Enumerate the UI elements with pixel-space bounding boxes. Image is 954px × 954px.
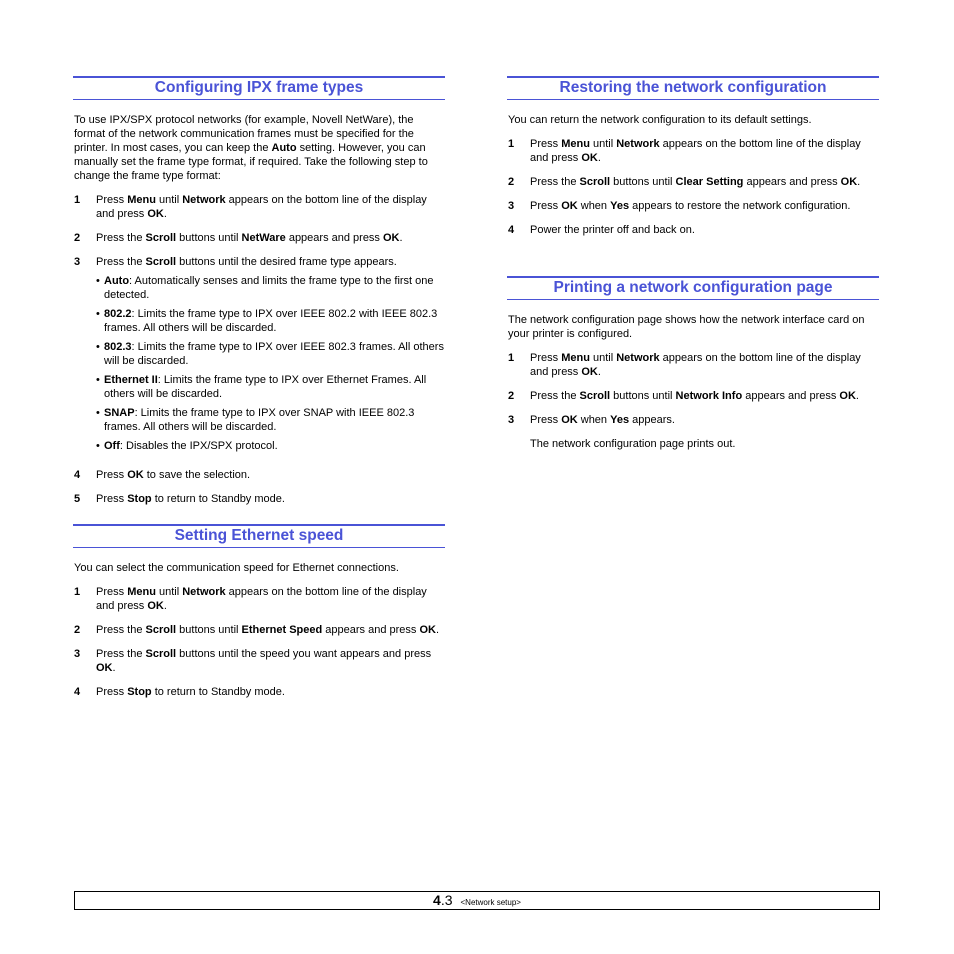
text-run: . xyxy=(857,176,861,188)
step-number: 4 xyxy=(74,469,81,481)
text-run: : Limits the frame type to IPX over Ethernet Frames. All others will be discarded. xyxy=(104,374,427,400)
step-list xyxy=(73,585,445,699)
text-run: Press xyxy=(96,493,128,505)
bold-term: Auto xyxy=(271,142,297,154)
text-run: You can return the network configuration to its default settings. xyxy=(508,114,812,126)
text-run: appears to restore the network configuration. xyxy=(629,200,851,212)
step-number: 4 xyxy=(74,686,81,698)
option-item xyxy=(96,274,445,302)
step-item xyxy=(507,137,879,165)
step-number: 1 xyxy=(74,586,81,598)
text-run: appears and press xyxy=(285,232,383,244)
bold-term: Yes xyxy=(610,200,630,212)
bold-term: Clear Setting xyxy=(675,176,744,188)
text-run: . xyxy=(597,366,601,378)
option-item xyxy=(96,340,445,368)
step-item xyxy=(507,351,879,379)
bullet-icon: • xyxy=(96,341,100,353)
text-run: Press xyxy=(96,686,128,698)
step-item xyxy=(73,468,445,482)
step-item xyxy=(73,492,445,506)
bullet-icon: • xyxy=(96,440,100,452)
text-run: Press xyxy=(530,414,562,426)
bold-term: Scroll xyxy=(145,648,177,660)
step-item xyxy=(73,231,445,245)
step-item xyxy=(73,647,445,675)
text-run: Press the xyxy=(96,648,146,660)
step-number: 2 xyxy=(508,176,515,188)
bold-term: OK xyxy=(839,390,856,402)
option-item xyxy=(96,373,445,401)
option-item xyxy=(96,439,445,453)
text-run: appears on the bottom line of the display and press xyxy=(530,138,861,164)
text-run: Press the xyxy=(96,232,146,244)
step-number: 1 xyxy=(508,138,515,150)
bold-term: OK xyxy=(96,662,113,674)
text-run: appears on the bottom line of the display and press xyxy=(96,194,427,220)
section-title: Configuring IPX frame types xyxy=(73,76,445,100)
bullet-icon: • xyxy=(96,407,100,419)
bold-term: Yes xyxy=(610,414,630,426)
step-text xyxy=(530,389,879,403)
text-run: buttons until xyxy=(176,624,242,636)
text-run: . xyxy=(597,152,601,164)
text-run: buttons until xyxy=(610,176,676,188)
bold-term: OK xyxy=(147,208,164,220)
step-text xyxy=(96,492,445,506)
step-number: 1 xyxy=(508,352,515,364)
step-item xyxy=(507,175,879,189)
bold-term: OK xyxy=(581,152,598,164)
text-run: when xyxy=(577,414,611,426)
bold-term: Off xyxy=(104,440,120,452)
text-run: Press xyxy=(96,194,128,206)
text-run: : Automatically senses and limits the frame type to the first one detected. xyxy=(104,275,434,301)
bullet-icon: • xyxy=(96,275,100,287)
text-run: Press the xyxy=(96,624,146,636)
text-run: : Limits the frame type to IPX over IEEE 802.3 frames. All others will be discarded. xyxy=(104,341,444,367)
text-run: . xyxy=(112,662,116,674)
bold-term: OK xyxy=(561,414,578,426)
step-number: 3 xyxy=(508,414,515,426)
step-text xyxy=(96,255,445,458)
text-run: appears. xyxy=(629,414,675,426)
section-ethernet-speed xyxy=(73,524,445,699)
step-list xyxy=(507,351,879,427)
bold-term: Network xyxy=(182,586,226,598)
step-number: 5 xyxy=(74,493,81,505)
bold-term: OK xyxy=(383,232,400,244)
right-column xyxy=(507,76,879,451)
text-run: . xyxy=(163,600,167,612)
text-run: until xyxy=(589,352,617,364)
step-number: 2 xyxy=(74,624,81,636)
step-number: 4 xyxy=(508,224,515,236)
step-number: 3 xyxy=(74,648,81,660)
left-column xyxy=(73,76,445,709)
option-text xyxy=(104,307,445,335)
text-run: Press xyxy=(96,586,128,598)
text-run: : Limits the frame type to IPX over IEEE 802.2 with IEEE 802.3 frames. All others will be discarded. xyxy=(104,308,438,334)
text-run: buttons until the speed you want appears and press xyxy=(176,648,432,660)
bold-term: SNAP xyxy=(104,407,135,419)
text-run: You can select the communication speed for Ethernet connections. xyxy=(74,562,399,574)
bold-term: Menu xyxy=(127,586,156,598)
text-run: setting. However, you can manually set the frame type format, if required. Take the following step to change the frame type format: xyxy=(74,142,428,182)
bold-term: Ethernet II xyxy=(104,374,158,386)
text-run: . xyxy=(399,232,403,244)
step-text xyxy=(96,231,445,245)
option-list xyxy=(96,274,445,453)
bold-term: Menu xyxy=(127,194,156,206)
text-run: . xyxy=(163,208,167,220)
bold-term: NetWare xyxy=(241,232,286,244)
section-intro xyxy=(508,313,879,341)
step-number: 2 xyxy=(508,390,515,402)
step-text xyxy=(96,585,445,613)
step-item xyxy=(73,585,445,613)
chapter-number: 4 xyxy=(433,892,441,908)
step-item xyxy=(73,193,445,221)
step-list xyxy=(73,193,445,506)
text-run: Press xyxy=(530,352,562,364)
option-text xyxy=(104,373,445,401)
text-run: buttons until the desired frame type appears. xyxy=(176,256,397,268)
bold-term: Auto xyxy=(104,275,130,287)
bold-term: Menu xyxy=(561,138,590,150)
bold-term: Network Info xyxy=(675,390,743,402)
bold-term: Network xyxy=(616,138,660,150)
text-run: appears on the bottom line of the display and press xyxy=(96,586,427,612)
text-run: Press the xyxy=(96,256,146,268)
text-run: until xyxy=(155,586,183,598)
text-run: Press xyxy=(96,469,128,481)
bold-term: Scroll xyxy=(145,232,177,244)
text-run: The network configuration page shows how the network interface card on your printer is configured. xyxy=(508,314,865,340)
result-note: The network configuration page prints out. xyxy=(530,438,736,450)
step-text xyxy=(530,137,879,165)
text-run: Press the xyxy=(530,390,580,402)
bold-term: Scroll xyxy=(579,176,611,188)
step-text xyxy=(96,468,445,482)
step-text xyxy=(530,351,879,379)
text-run: To use IPX/SPX protocol networks (for example, Novell NetWare), the format of the network communication frames must be specified for the printer. In most cases, you can keep the xyxy=(74,114,414,154)
step-text xyxy=(96,647,445,675)
option-item xyxy=(96,307,445,335)
option-text xyxy=(104,274,445,302)
bold-term: OK xyxy=(147,600,164,612)
text-run: : Limits the frame type to IPX over SNAP with IEEE 802.3 frames. All others will be discarded. xyxy=(104,407,415,433)
text-run: . xyxy=(855,390,859,402)
text-run: Power the printer off and back on. xyxy=(530,224,695,236)
bold-term: Network xyxy=(616,352,660,364)
step-text xyxy=(530,175,879,189)
step-text xyxy=(96,193,445,221)
text-run: to return to Standby mode. xyxy=(151,493,285,505)
bullet-icon: • xyxy=(96,308,100,320)
bold-term: Scroll xyxy=(145,256,177,268)
text-run: appears and press xyxy=(742,390,840,402)
text-run: when xyxy=(577,200,611,212)
bold-term: OK xyxy=(419,624,436,636)
bold-term: Stop xyxy=(127,493,152,505)
text-run: Press xyxy=(530,200,562,212)
bold-term: OK xyxy=(581,366,598,378)
section-intro xyxy=(508,113,879,127)
step-text xyxy=(530,223,879,237)
step-list xyxy=(507,137,879,237)
step-text xyxy=(96,623,445,637)
text-run: . xyxy=(435,624,440,636)
bold-term: OK xyxy=(561,200,578,212)
step-item xyxy=(507,413,879,427)
step-item xyxy=(507,223,879,237)
option-text xyxy=(104,340,445,368)
step-number: 2 xyxy=(74,232,81,244)
bold-term: OK xyxy=(127,469,144,481)
bold-term: Menu xyxy=(561,352,590,364)
text-run: Press xyxy=(530,138,562,150)
section-print-config-page xyxy=(507,276,879,451)
bold-term: 802.3 xyxy=(104,341,132,353)
option-text xyxy=(104,439,445,453)
step-item xyxy=(507,389,879,403)
bold-term: 802.2 xyxy=(104,308,132,320)
text-run: appears and press xyxy=(743,176,841,188)
bold-term: Ethernet Speed xyxy=(241,624,323,636)
footer-section-label: <Network setup> xyxy=(460,898,521,907)
text-run: buttons until xyxy=(176,232,242,244)
text-run: : Disables the IPX/SPX protocol. xyxy=(119,440,278,452)
section-title: Restoring the network configuration xyxy=(507,76,879,100)
step-item xyxy=(73,623,445,637)
step-text xyxy=(530,413,879,427)
page-number: .3 xyxy=(440,892,453,908)
text-run: appears on the bottom line of the display and press xyxy=(530,352,861,378)
text-run: until xyxy=(589,138,617,150)
section-ipx-frame-types xyxy=(73,76,445,524)
step-item xyxy=(73,685,445,699)
text-run: appears and press xyxy=(322,624,420,636)
text-run: until xyxy=(155,194,183,206)
option-text xyxy=(104,406,445,434)
step-number: 1 xyxy=(74,194,81,206)
page-footer xyxy=(74,891,880,910)
step-item xyxy=(73,255,445,458)
bold-term: Scroll xyxy=(579,390,611,402)
step-text xyxy=(96,685,445,699)
step-item xyxy=(507,199,879,213)
section-title: Printing a network configuration page xyxy=(507,276,879,300)
section-intro xyxy=(74,113,445,183)
bullet-icon: • xyxy=(96,374,100,386)
bold-term: Scroll xyxy=(145,624,177,636)
text-run: to save the selection. xyxy=(143,469,251,481)
step-number: 3 xyxy=(508,200,515,212)
section-intro xyxy=(74,561,445,575)
bold-term: Stop xyxy=(127,686,152,698)
section-restore-network xyxy=(507,76,879,276)
text-run: buttons until xyxy=(610,390,676,402)
option-item xyxy=(96,406,445,434)
step-number: 3 xyxy=(74,256,81,268)
text-run: to return to Standby mode. xyxy=(151,686,285,698)
text-run: Press the xyxy=(530,176,580,188)
section-title: Setting Ethernet speed xyxy=(73,524,445,548)
bold-term: OK xyxy=(840,176,858,188)
bold-term: Network xyxy=(182,194,226,206)
step-text xyxy=(530,199,879,213)
